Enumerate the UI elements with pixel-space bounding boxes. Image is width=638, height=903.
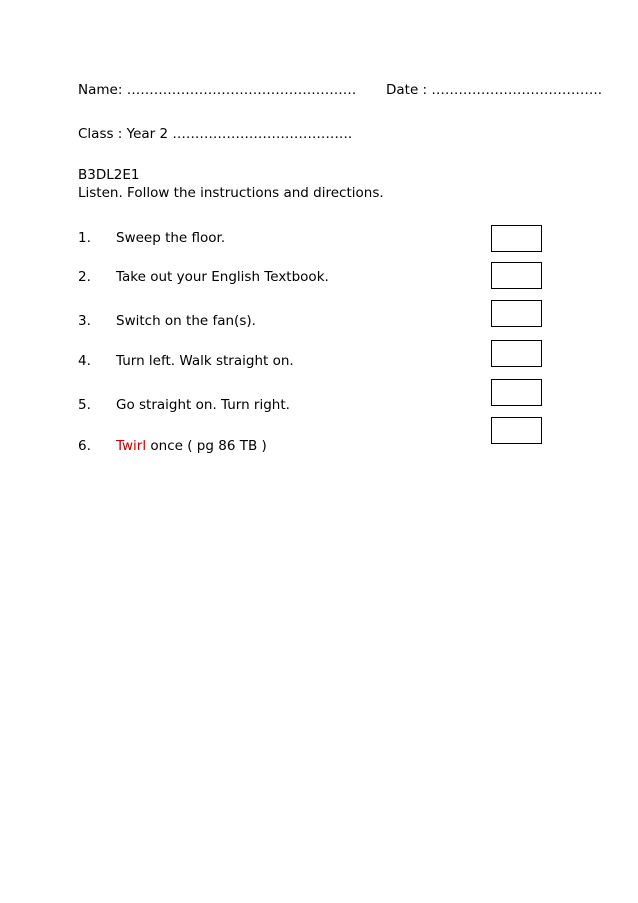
item-number: 5. — [78, 397, 91, 413]
worksheet-code: B3DL2E1 — [78, 167, 140, 183]
highlighted-word: Twirl — [116, 438, 147, 454]
instruction-text: Listen. Follow the instructions and directions. — [78, 185, 384, 201]
date-blank[interactable]: ……………………………….. — [431, 82, 602, 98]
class-label: Class : Year 2 — [78, 126, 169, 142]
item-number: 2. — [78, 269, 91, 285]
item-text: Take out your English Textbook. — [116, 269, 329, 285]
item-text — [116, 437, 267, 455]
answer-box[interactable] — [491, 417, 542, 444]
item-number: 3. — [78, 313, 91, 329]
answer-box[interactable] — [491, 300, 542, 327]
name-line — [78, 81, 356, 99]
class-line — [78, 125, 352, 143]
date-line — [386, 81, 602, 99]
answer-box[interactable] — [491, 262, 542, 289]
answer-box[interactable] — [491, 379, 542, 406]
name-blank[interactable]: …………………………………………… — [126, 82, 357, 98]
answer-box[interactable] — [491, 340, 542, 367]
item-number: 4. — [78, 353, 91, 369]
item-text-rest: once ( pg 86 TB ) — [146, 438, 267, 454]
item-text: Switch on the fan(s). — [116, 313, 256, 329]
item-number: 6. — [78, 438, 91, 454]
date-label: Date : — [386, 82, 428, 98]
answer-box[interactable] — [491, 225, 542, 252]
class-blank[interactable]: …………………………………. — [172, 126, 353, 142]
item-text: Go straight on. Turn right. — [116, 397, 290, 413]
item-number: 1. — [78, 230, 91, 246]
item-text: Sweep the floor. — [116, 230, 226, 246]
name-label: Name: — [78, 82, 123, 98]
item-text: Turn left. Walk straight on. — [116, 353, 294, 369]
